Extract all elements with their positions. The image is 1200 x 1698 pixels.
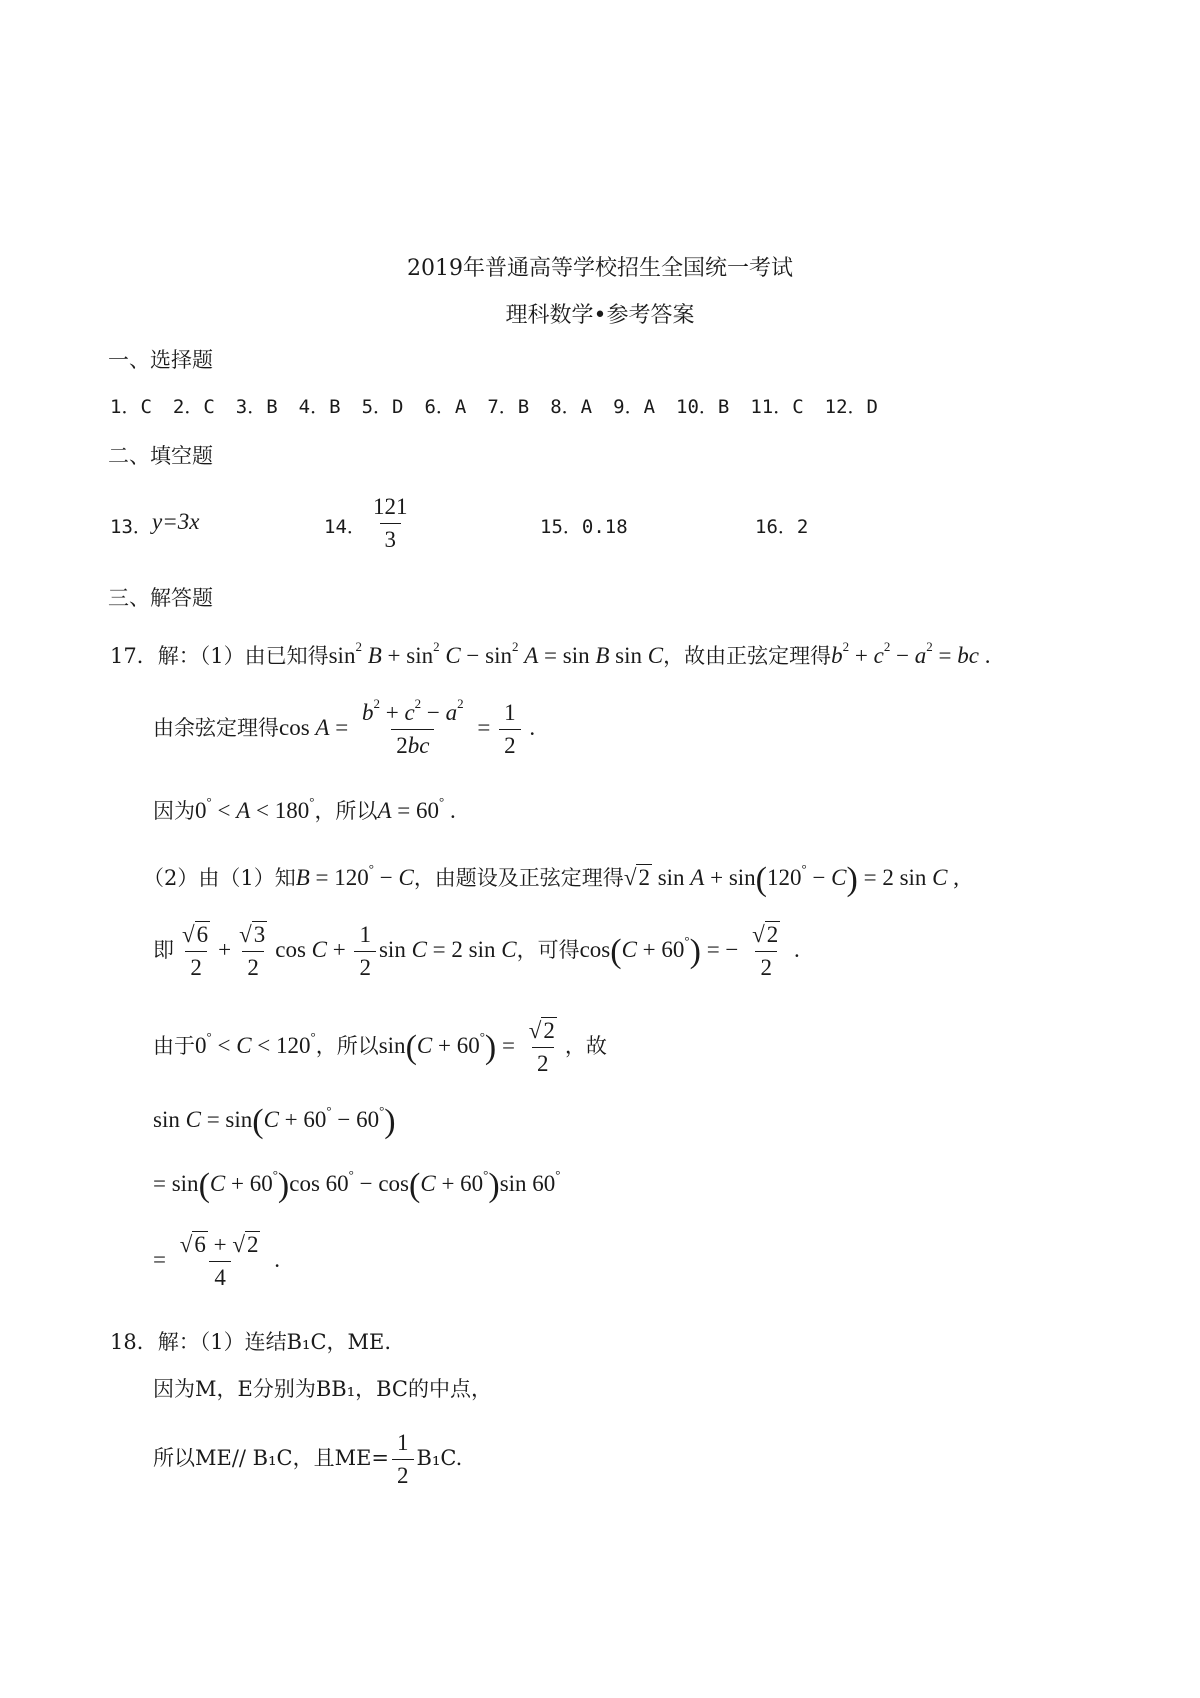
fill-15-answer: 15．0.18 [540,516,628,538]
p17-line-1 [110,640,991,670]
p18-line-3 [153,1430,462,1489]
choice-answer: 8．A [550,396,593,418]
page-title: 2019年普通高等学校招生全国统一考试 [407,256,793,281]
fill-14-number: 14． [324,516,366,538]
choice-answer: 12．D [824,396,878,418]
p17-l2-prefix: 由余弦定理得 [153,715,279,740]
p17-l6-mid: ，所以 [315,1033,379,1058]
p17-sine-equation: $\sin^2 B + \sin^2 C - \sin^2 A = \sin B$ sin C [328,639,664,668]
p17-line-4 [143,861,959,898]
p17-expanded-equation: $\frac{√6}{2}$ + $\frac{√3}{2}$ cos C + $\frac{1}{2}$ sin C = 2 sin C [182,922,517,980]
fill-14-fraction [365,494,416,553]
p17-line-3 [153,795,456,825]
p18-number: 18． [110,1330,158,1354]
p17-side-equation: $b^2 + c^2 - a^2$ = bc . [831,639,991,668]
choice-answer: 6．A [424,396,467,418]
p17-angle-b-expr: B = 120° − C [295,861,414,890]
p17-l6-suffix: ，故 [564,1033,607,1058]
fill-14-numerator: 121 [373,494,408,519]
choice-answer: 11．C [750,396,804,418]
p17-line-6 [153,1018,607,1077]
p17-angle-a-result: A = 60° . [377,794,456,823]
p17-line-5 [153,922,800,981]
p17-l4-mid: ，由题设及正弦定理得 [413,866,624,890]
p17-l4-prefix: （2）由（1）知 [143,866,296,890]
p18-l3-prefix: 所以ME// B₁C，且ME= [153,1445,390,1470]
fill-16-answer: 16．2 [755,516,809,538]
p17-line-9: = $\frac{√6 + √2}{4}$ . [153,1232,280,1290]
p18-line-1 [110,1326,391,1356]
choice-answer: 5．D [361,396,404,418]
p17-number: 17． [110,644,158,668]
section-heading-choice: 一、选择题 [108,348,213,372]
p17-cosine-equation: cos A = $\frac{b^2 + c^2 - a^2}{2bc}$ = $\frac{1}{2}$ . [279,696,536,758]
choice-answers-row [110,392,878,419]
section-heading-fill: 二、填空题 [108,444,213,468]
page-subtitle: 理科数学•参考答案 [505,303,695,328]
p17-sine-law-equation: √2 sin A + sin(120° − C) = 2 sin C , [623,861,959,898]
fill-14-denominator: 3 [380,523,402,553]
choice-answer: 2．C [172,396,215,418]
p17-line-8: = sin(C + 60°)cos 60° − cos(C + 60°)sin 60° [153,1167,561,1204]
p17-line-2 [153,696,536,759]
p17-angle-c-range: 0° < C < 120° [195,1029,316,1058]
choice-answer: 3．B [235,396,278,418]
fill-13-answer: y=3x [152,509,200,534]
choice-answer: 7．B [487,396,530,418]
p17-line-7: sin C = sin(C + 60° − 60°) [153,1103,396,1140]
p18-half-fraction: $\frac{1}{2}$ [389,1445,417,1470]
p17-sin-result: sin(C + 60°) = $\frac{√2}{2}$ [378,1018,555,1076]
p17-l5-prefix: 即 [153,937,174,962]
choice-answer: 9．A [613,396,656,418]
p17-l6-prefix: 由于 [153,1033,195,1058]
p18-l1: 解：（1）连结B₁C，ME. [157,1330,392,1354]
p17-cos-result: cos(C + 60°) = − $\frac{√2}{2}$ . [579,922,800,980]
p17-l5-mid: ，可得 [516,937,580,962]
p17-l1-prefix: 解：（1）由已知得 [157,644,329,668]
choice-answer: 1．C [110,396,152,418]
p17-l3-mid: ，所以 [314,799,378,823]
section-heading-solution: 三、解答题 [108,586,213,610]
fill-13-number: 13． [110,516,152,538]
choice-answer: 10．B [676,396,730,418]
p18-line-2: 因为M，E分别为BB₁，BC的中点， [153,1377,493,1401]
choice-answer: 4．B [298,396,341,418]
p17-l3-prefix: 因为 [153,799,195,823]
p18-l3-suffix: B₁C. [416,1445,463,1470]
p17-l1-mid: ，故由正弦定理得 [663,644,832,668]
p17-angle-range: 0° < A < 180° [195,794,315,823]
